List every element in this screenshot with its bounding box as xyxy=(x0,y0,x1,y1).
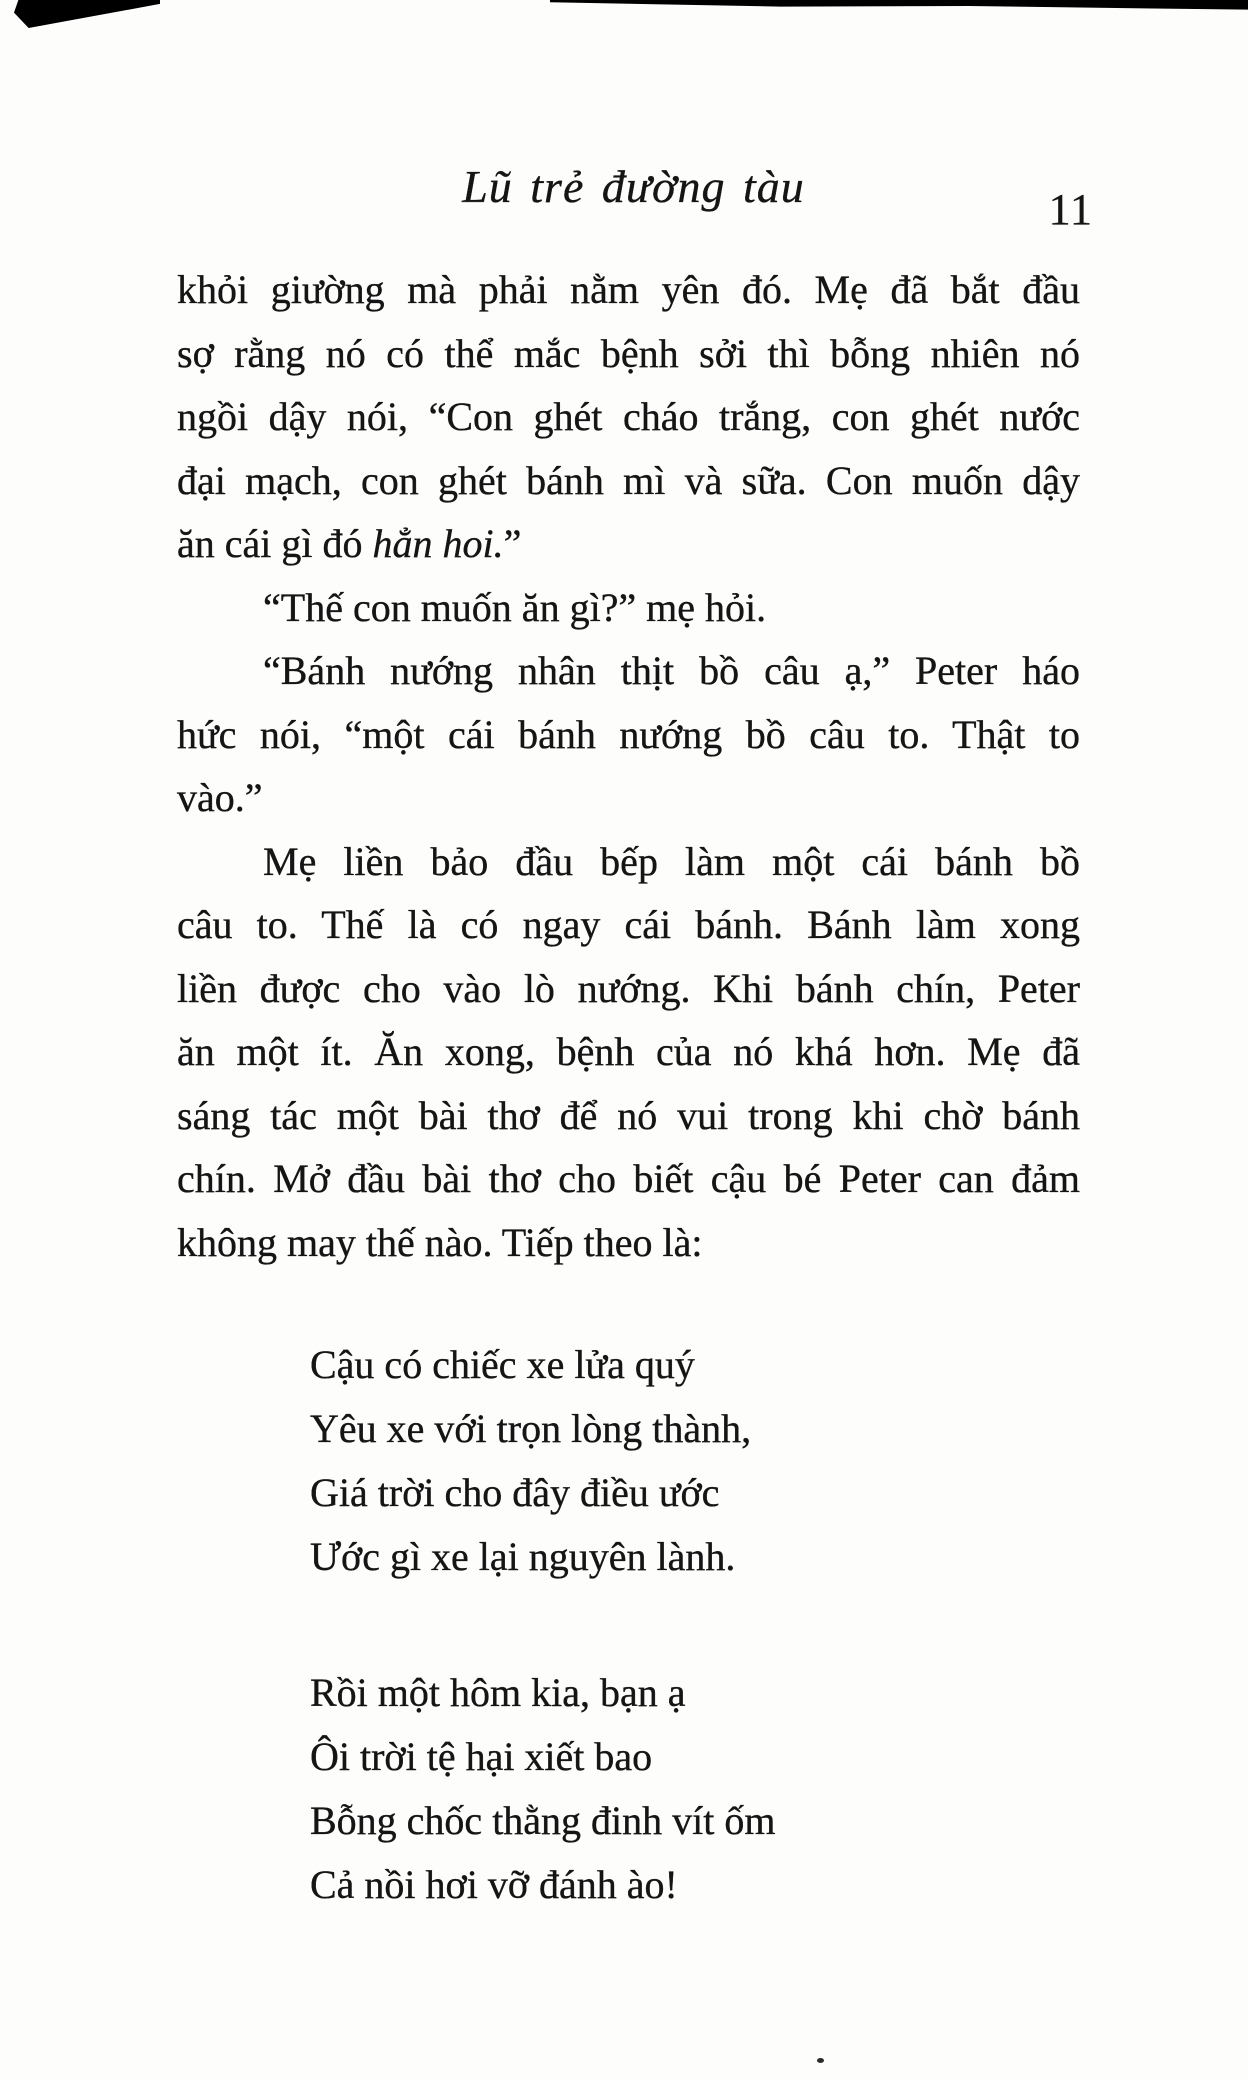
poem-line: Yêu xe với trọn lòng thành, xyxy=(310,1406,752,1451)
text-line: đại mạch, con ghét bánh mì và sữa. Con muốn dậy xyxy=(177,457,1080,503)
text-line: sợ rằng nó có thể mắc bệnh sởi thì bỗng nhiên nó xyxy=(177,330,1080,376)
text-line: câu to. Thế là có ngay cái bánh. Bánh làm xong xyxy=(177,902,1080,947)
text-line: không may thế nào. Tiếp theo là: xyxy=(177,1219,703,1265)
scan-speck-icon xyxy=(817,2058,824,2063)
text-line xyxy=(177,512,1080,576)
poem-stanza-2 xyxy=(310,1661,1110,1917)
text-line: hức nói, “một cái bánh nướng bồ câu to. Thật to xyxy=(177,711,1080,757)
poem-line: Ước gì xe lại nguyên lành. xyxy=(310,1534,736,1579)
scan-ink-mark-top-left-icon xyxy=(14,0,160,28)
text-line: “Thế con muốn ăn gì?” mẹ hỏi. xyxy=(263,584,767,630)
text-line: ăn một ít. Ăn xong, bệnh của nó khá hơn. Mẹ đã xyxy=(177,1029,1080,1074)
text-line: sáng tác một bài thơ để nó vui trong khi chờ bánh xyxy=(177,1092,1080,1138)
poem-line: Ôi trời tệ hại xiết bao xyxy=(310,1734,653,1779)
body-text-block xyxy=(177,258,1080,1274)
text-segment: ” xyxy=(503,521,522,566)
running-header-title: Lũ trẻ đường tàu xyxy=(462,161,805,212)
poem-line: Cậu có chiếc xe lửa quý xyxy=(310,1342,695,1387)
text-line: chín. Mở đầu bài thơ cho biết cậu bé Peter can đảm xyxy=(177,1156,1080,1201)
poem-line: Rồi một hôm kia, bạn ạ xyxy=(310,1670,686,1715)
poem-line: Giá trời cho đây điều ước xyxy=(310,1470,720,1515)
text-line: khỏi giường mà phải nằm yên đó. Mẹ đã bắt đầu xyxy=(177,267,1080,312)
page-number: 11 xyxy=(1048,185,1093,234)
text-segment: ăn cái gì đó xyxy=(177,521,373,566)
italic-text-segment: hẳn hoi. xyxy=(372,521,504,566)
text-line: Mẹ liền bảo đầu bếp làm một cái bánh bồ xyxy=(263,838,1080,884)
poem-line: Bỗng chốc thằng đinh vít ốm xyxy=(310,1798,776,1843)
text-line: vào.” xyxy=(177,775,263,820)
poem-line: Cả nồi hơi vỡ đánh ào! xyxy=(310,1862,678,1907)
text-line: ngồi dậy nói, “Con ghét cháo trắng, con ghét nước xyxy=(177,394,1080,439)
poem-stanza-1 xyxy=(310,1333,1110,1589)
scan-ink-mark-top-edge-icon xyxy=(550,0,1248,11)
text-line: “Bánh nướng nhân thịt bồ câu ạ,” Peter háo xyxy=(263,648,1080,693)
text-line: liền được cho vào lò nướng. Khi bánh chín, Peter xyxy=(177,965,1080,1011)
